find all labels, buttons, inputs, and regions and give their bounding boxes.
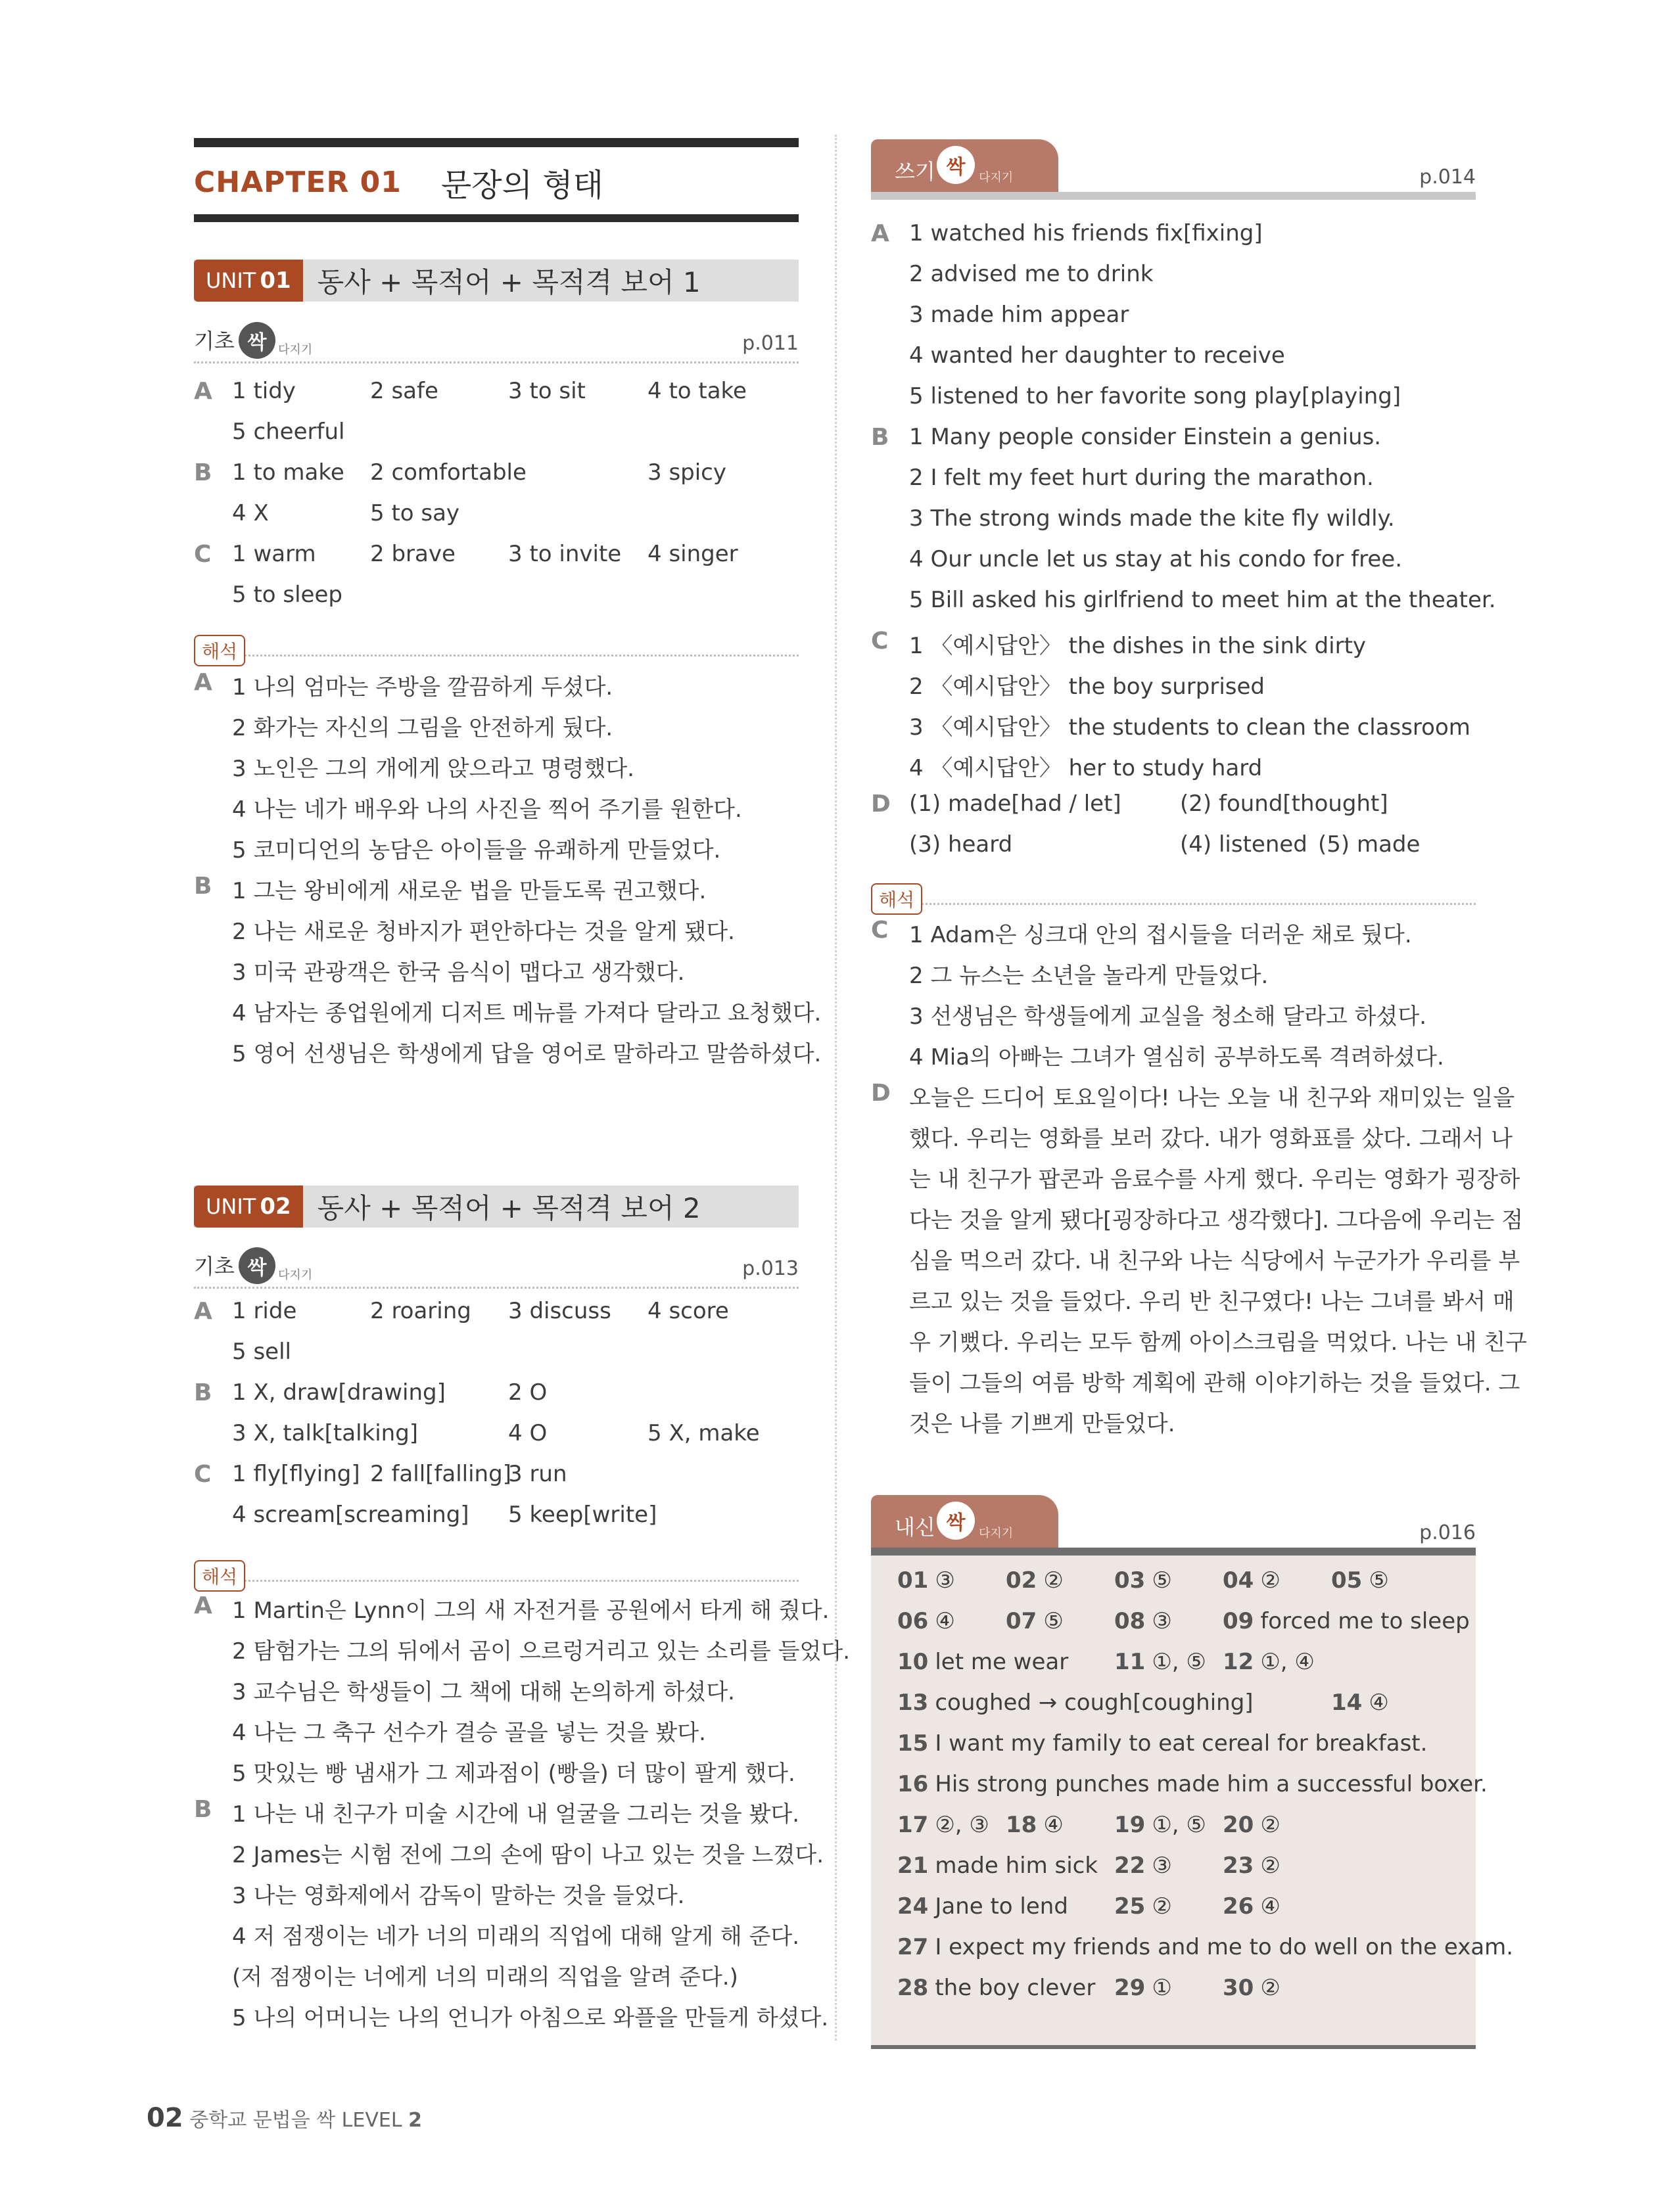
question-answer: ③ bbox=[1152, 1853, 1172, 1879]
naesin-tab bbox=[871, 1495, 1058, 1548]
question-answer: ③ bbox=[935, 1567, 955, 1594]
naesin-item bbox=[1223, 1853, 1281, 1879]
answer-item: 1 watched his friends fix[fixing] bbox=[909, 220, 1263, 246]
answer-item: 4 scream[screaming] bbox=[232, 1502, 469, 1528]
answer-item: 3 run bbox=[508, 1461, 567, 1487]
paragraph-text: 르고 있는 것을 들었다. 우리 반 친구였다! 나는 그녀를 봐서 매 bbox=[909, 1289, 1515, 1315]
section-letter: D bbox=[871, 791, 891, 818]
question-number: 17 bbox=[897, 1812, 929, 1838]
answer-item: 2 brave bbox=[370, 541, 456, 567]
answer-item: 4 저 점쟁이는 네가 너의 미래의 직업에 대해 알게 해 준다. bbox=[232, 1924, 800, 1950]
chapter-bottom-rule bbox=[194, 214, 799, 222]
question-number: 13 bbox=[897, 1690, 929, 1716]
question-answer: ② bbox=[1260, 1853, 1281, 1879]
question-number: 01 bbox=[897, 1567, 929, 1594]
writing-tab bbox=[871, 139, 1058, 192]
naesin-item bbox=[897, 1853, 1098, 1879]
answer-item: 2 탐험가는 그의 뒤에서 곰이 으르렁거리고 있는 소리를 들었다. bbox=[232, 1638, 850, 1665]
paragraph-text: 것은 나를 기쁘게 만들었다. bbox=[909, 1411, 1175, 1437]
question-number: 15 bbox=[897, 1730, 929, 1757]
ssak-badge: 싹 bbox=[937, 1502, 975, 1540]
question-number: 18 bbox=[1006, 1812, 1037, 1838]
answer-item: 4 score bbox=[647, 1298, 729, 1324]
answer-item: 5 sell bbox=[232, 1339, 291, 1365]
question-number: 29 bbox=[1114, 1975, 1146, 2001]
question-answer: ④ bbox=[1260, 1893, 1281, 1920]
answer-item: 1 to make bbox=[232, 459, 344, 486]
haeseok-badge: 해석 bbox=[194, 635, 245, 666]
naesin-item bbox=[1006, 1812, 1064, 1838]
answer-item: 1 fly[flying] bbox=[232, 1461, 360, 1487]
naesin-item bbox=[1223, 1812, 1281, 1838]
answer-item: 1 Many people consider Einstein a genius. bbox=[909, 424, 1382, 450]
question-number: 07 bbox=[1006, 1608, 1037, 1634]
ssak-badge: 싹 bbox=[239, 1247, 275, 1284]
question-number: 16 bbox=[897, 1771, 929, 1797]
answer-item: 2 〈예시답안〉 the boy surprised bbox=[909, 674, 1265, 700]
answer-item: (3) heard bbox=[909, 831, 1013, 858]
section-letter: B bbox=[194, 1379, 212, 1406]
page-number: 02 bbox=[147, 2103, 183, 2133]
page-ref: p.011 bbox=[742, 332, 799, 355]
unit-02-header bbox=[194, 1186, 799, 1228]
naesin-item bbox=[1331, 1567, 1389, 1594]
section-letter: B bbox=[194, 1796, 212, 1823]
question-number: 25 bbox=[1114, 1893, 1146, 1920]
question-number: 08 bbox=[1114, 1608, 1146, 1634]
answer-item: 3 X, talk[talking] bbox=[232, 1420, 419, 1446]
answer-item: (1) made[had / let] bbox=[909, 791, 1121, 817]
question-answer: I want my family to eat cereal for breakfast. bbox=[935, 1730, 1428, 1757]
naesin-item bbox=[1223, 1608, 1470, 1634]
ssak-subtext: 다지기 bbox=[278, 1268, 313, 1282]
naesin-item bbox=[1006, 1567, 1064, 1594]
writing-header-rule bbox=[871, 192, 1476, 200]
answer-item: 4 to take bbox=[647, 378, 747, 404]
ssak-badge: 싹 bbox=[937, 146, 975, 184]
question-number: 20 bbox=[1223, 1812, 1254, 1838]
answer-item: (저 점쟁이는 너에게 너의 미래의 직업을 알려 준다.) bbox=[232, 1964, 738, 1991]
footer-book-title: 중학교 문법을 싹 LEVEL bbox=[189, 2109, 402, 2132]
question-answer: Jane to lend bbox=[935, 1893, 1068, 1920]
naesin-item bbox=[1223, 1649, 1315, 1675]
page-ref: p.013 bbox=[742, 1257, 799, 1280]
unit-badge: UNIT 01 bbox=[194, 260, 303, 302]
question-number: 21 bbox=[897, 1853, 929, 1879]
question-answer: made him sick bbox=[935, 1853, 1098, 1879]
chapter-header bbox=[194, 159, 603, 205]
question-number: 22 bbox=[1114, 1853, 1146, 1879]
answer-item: 4 X bbox=[232, 500, 269, 526]
naesin-item bbox=[1114, 1853, 1172, 1879]
footer-level: 2 bbox=[408, 2109, 422, 2132]
naesin-item bbox=[897, 1934, 1513, 1960]
page-footer bbox=[147, 2103, 422, 2133]
answer-item: 3 노인은 그의 개에게 앉으라고 명령했다. bbox=[232, 756, 634, 782]
naesin-item bbox=[897, 1812, 989, 1838]
section-letter: A bbox=[871, 220, 889, 247]
kichu-label: 기초 bbox=[194, 329, 235, 354]
answer-item: 3 The strong winds made the kite fly wildly. bbox=[909, 505, 1395, 532]
ssak-subtext: 다지기 bbox=[278, 343, 313, 357]
answer-item: 2 fall[falling] bbox=[370, 1461, 511, 1487]
answer-item: 4 wanted her daughter to receive bbox=[909, 342, 1285, 369]
question-answer: ④ bbox=[1369, 1690, 1389, 1716]
naesin-item bbox=[897, 1975, 1095, 2001]
question-answer: let me wear bbox=[935, 1649, 1069, 1675]
section-letter: A bbox=[194, 1298, 212, 1325]
answer-item: 3 to invite bbox=[508, 541, 622, 567]
naesin-item bbox=[897, 1893, 1068, 1920]
answer-item: 3 나는 영화제에서 감독이 말하는 것을 들었다. bbox=[232, 1883, 685, 1909]
naesin-item bbox=[1006, 1608, 1064, 1634]
answer-item: 5 cheerful bbox=[232, 419, 345, 445]
answer-item: 5 코미디언의 농담은 아이들을 유쾌하게 만들었다. bbox=[232, 837, 721, 864]
answer-item: 5 영어 선생님은 학생에게 답을 영어로 말하라고 말씀하셨다. bbox=[232, 1041, 822, 1067]
answer-item: 3 선생님은 학생들에게 교실을 청소해 달라고 하셨다. bbox=[909, 1003, 1427, 1030]
answer-item: 3 〈예시답안〉 the students to clean the classroom bbox=[909, 714, 1470, 741]
unit-02-haeseok-line bbox=[194, 1551, 799, 1588]
chapter-label: CHAPTER 01 bbox=[194, 165, 402, 199]
answer-item: 4 singer bbox=[647, 541, 738, 567]
naesin-header bbox=[871, 1495, 1476, 1548]
question-answer: ② bbox=[1043, 1567, 1064, 1594]
naesin-item bbox=[897, 1771, 1488, 1797]
answer-item: 1 그는 왕비에게 새로운 법을 만들도록 권고했다. bbox=[232, 878, 707, 904]
naesin-item bbox=[1114, 1893, 1172, 1920]
question-answer: ④ bbox=[935, 1608, 955, 1634]
paragraph-text: 다는 것을 알게 됐다[굉장하다고 생각했다]. 그다음에 우리는 점 bbox=[909, 1207, 1524, 1233]
question-answer: ② bbox=[1152, 1893, 1172, 1920]
question-answer: the boy clever bbox=[935, 1975, 1096, 2001]
answer-item: 5 맛있는 빵 냄새가 그 제과점이 (빵을) 더 많이 팔게 했다. bbox=[232, 1761, 795, 1787]
chapter-top-rule bbox=[194, 138, 799, 147]
question-answer: ②, ③ bbox=[935, 1812, 989, 1838]
answer-item: 2 James는 시험 전에 그의 손에 땀이 나고 있는 것을 느꼈다. bbox=[232, 1842, 824, 1868]
section-letter: A bbox=[194, 1592, 212, 1619]
question-number: 06 bbox=[897, 1608, 929, 1634]
answer-item: 2 advised me to drink bbox=[909, 261, 1154, 287]
paragraph-text: 들이 그들의 여름 방학 계획에 관해 이야기하는 것을 들었다. 그 bbox=[909, 1370, 1520, 1396]
answer-item: 2 화가는 자신의 그림을 안전하게 뒀다. bbox=[232, 715, 613, 741]
answer-item: 3 미국 관광객은 한국 음식이 맵다고 생각했다. bbox=[232, 959, 685, 986]
question-answer: coughed → cough[coughing] bbox=[935, 1690, 1254, 1716]
section-letter: B bbox=[871, 424, 889, 451]
unit-01-ssak-line bbox=[194, 322, 799, 363]
naesin-item bbox=[1114, 1649, 1206, 1675]
answer-item: 2 그 뉴스는 소년을 놀라게 만들었다. bbox=[909, 963, 1269, 989]
answer-item: 2 comfortable bbox=[370, 459, 527, 486]
question-answer: ⑤ bbox=[1152, 1567, 1172, 1594]
answer-item: 1 warm bbox=[232, 541, 316, 567]
answer-item: 2 roaring bbox=[370, 1298, 471, 1324]
naesin-item bbox=[1331, 1690, 1389, 1716]
answer-item: 2 safe bbox=[370, 378, 438, 404]
question-number: 05 bbox=[1331, 1567, 1363, 1594]
naesin-answer-box bbox=[871, 1555, 1514, 2049]
section-letter: A bbox=[194, 378, 212, 405]
naesin-item bbox=[1114, 1608, 1172, 1634]
question-number: 14 bbox=[1331, 1690, 1363, 1716]
naesin-item bbox=[897, 1730, 1427, 1757]
naesin-item bbox=[897, 1608, 955, 1634]
question-number: 23 bbox=[1223, 1853, 1254, 1879]
naesin-item bbox=[897, 1567, 955, 1594]
answer-item: 5 to say bbox=[370, 500, 460, 526]
naesin-label: 내신 bbox=[895, 1515, 935, 1540]
paragraph-text: 우 기뻤다. 우리는 모두 함께 아이스크림을 먹었다. 나는 내 친구 bbox=[909, 1329, 1527, 1356]
question-number: 26 bbox=[1223, 1893, 1254, 1920]
question-number: 12 bbox=[1223, 1649, 1254, 1675]
answer-item: 4 Mia의 아빠는 그녀가 열심히 공부하도록 격려하셨다. bbox=[909, 1044, 1444, 1071]
naesin-item bbox=[1114, 1567, 1172, 1594]
answer-item: 1 ride bbox=[232, 1298, 297, 1324]
naesin-item bbox=[1114, 1812, 1206, 1838]
answer-item: 1 tidy bbox=[232, 378, 296, 404]
question-answer: His strong punches made him a successful boxer. bbox=[935, 1771, 1488, 1797]
answer-item: 5 X, make bbox=[647, 1420, 760, 1446]
answer-item: 3 교수님은 학생들이 그 책에 대해 논의하게 하셨다. bbox=[232, 1679, 735, 1705]
naesin-item bbox=[897, 1649, 1068, 1675]
section-letter: B bbox=[194, 459, 212, 486]
column-divider bbox=[835, 135, 837, 2040]
question-number: 02 bbox=[1006, 1567, 1037, 1594]
paragraph-text: 오늘은 드디어 토요일이다! 나는 오늘 내 친구와 재미있는 일을 bbox=[909, 1085, 1515, 1111]
page-ref: p.016 bbox=[1419, 1521, 1476, 1544]
question-answer: ①, ⑤ bbox=[1152, 1812, 1206, 1838]
answer-item: 1 Adam은 싱크대 안의 접시들을 더러운 채로 뒀다. bbox=[909, 922, 1412, 948]
chapter-name: 문장의 형태 bbox=[440, 166, 604, 204]
question-number: 11 bbox=[1114, 1649, 1146, 1675]
answer-item: 4 O bbox=[508, 1420, 548, 1446]
question-answer: ⑤ bbox=[1043, 1608, 1064, 1634]
answer-item: 1 나는 내 친구가 미술 시간에 내 얼굴을 그리는 것을 봤다. bbox=[232, 1801, 800, 1828]
ssak-subtext: 다지기 bbox=[979, 1527, 1014, 1540]
naesin-item bbox=[897, 1690, 1254, 1716]
question-number: 10 bbox=[897, 1649, 929, 1675]
answer-item: 3 discuss bbox=[508, 1298, 611, 1324]
section-letter: C bbox=[194, 1461, 212, 1488]
answer-item: 4 Our uncle let us stay at his condo for free. bbox=[909, 546, 1403, 572]
section-letter: C bbox=[194, 541, 212, 568]
answer-item: (2) found[thought] bbox=[1180, 791, 1388, 817]
unit-02-ssak-line bbox=[194, 1247, 799, 1289]
answer-item: 5 나의 어머니는 나의 언니가 아침으로 와플을 만들게 하셨다. bbox=[232, 2005, 829, 2031]
question-answer: ② bbox=[1260, 1812, 1281, 1838]
question-number: 03 bbox=[1114, 1567, 1146, 1594]
section-letter: C bbox=[871, 628, 889, 655]
question-answer: ①, ⑤ bbox=[1152, 1649, 1206, 1675]
answer-item: 3 spicy bbox=[647, 459, 726, 486]
question-answer: ① bbox=[1152, 1975, 1172, 2001]
answer-item: 4 나는 그 축구 선수가 결승 골을 넣는 것을 봤다. bbox=[232, 1720, 706, 1746]
naesin-item bbox=[1223, 1975, 1281, 2001]
answer-item: 1 나의 엄마는 주방을 깔끔하게 두셨다. bbox=[232, 674, 613, 701]
question-number: 09 bbox=[1223, 1608, 1254, 1634]
writing-label: 쓰기 bbox=[895, 159, 935, 184]
unit-title: 동사 + 목적어 + 목적격 보어 2 bbox=[317, 1192, 701, 1224]
answer-item: 4 남자는 종업원에게 디저트 메뉴를 가져다 달라고 요청했다. bbox=[232, 1000, 822, 1026]
naesin-item bbox=[1223, 1893, 1281, 1920]
question-number: 28 bbox=[897, 1975, 929, 2001]
answer-item: 1 Martin은 Lynn이 그의 새 자전거를 공원에서 타게 해 줬다. bbox=[232, 1598, 830, 1624]
answer-item: 2 O bbox=[508, 1379, 548, 1406]
haeseok-badge: 해석 bbox=[871, 883, 922, 915]
unit-01-header bbox=[194, 260, 799, 302]
question-number: 04 bbox=[1223, 1567, 1254, 1594]
question-answer: forced me to sleep bbox=[1260, 1608, 1470, 1634]
paragraph-text: 했다. 우리는 영화를 보러 갔다. 내가 영화표를 샀다. 그래서 나 bbox=[909, 1126, 1513, 1152]
writing-haeseok-line bbox=[871, 874, 1476, 911]
section-letter: A bbox=[194, 669, 212, 696]
section-letter: B bbox=[194, 873, 212, 900]
page-ref: p.014 bbox=[1419, 166, 1476, 189]
answer-item: (5) made bbox=[1318, 831, 1421, 858]
question-number: 24 bbox=[897, 1893, 929, 1920]
unit-01-haeseok-line bbox=[194, 626, 799, 662]
section-letter: C bbox=[871, 917, 889, 944]
answer-item: 4 〈예시답안〉 her to study hard bbox=[909, 755, 1263, 781]
answer-item: 5 Bill asked his girlfriend to meet him at the theater. bbox=[909, 587, 1496, 613]
answer-item: 5 to sleep bbox=[232, 582, 342, 608]
answer-item: 3 made him appear bbox=[909, 302, 1129, 328]
unit-badge: UNIT 02 bbox=[194, 1186, 303, 1228]
question-number: 30 bbox=[1223, 1975, 1254, 2001]
naesin-item bbox=[1114, 1975, 1172, 2001]
answer-item: 1 〈예시답안〉 the dishes in the sink dirty bbox=[909, 633, 1367, 659]
question-answer: ①, ④ bbox=[1260, 1649, 1315, 1675]
answer-item: 2 I felt my feet hurt during the marathon. bbox=[909, 465, 1374, 491]
answer-item: 3 to sit bbox=[508, 378, 586, 404]
ssak-subtext: 다지기 bbox=[979, 171, 1014, 185]
answer-item: 1 X, draw[drawing] bbox=[232, 1379, 446, 1406]
kichu-label: 기초 bbox=[194, 1254, 235, 1279]
paragraph-text: 심을 먹으러 갔다. 내 친구와 나는 식당에서 누군가가 우리를 부 bbox=[909, 1248, 1520, 1274]
question-answer: I expect my friends and me to do well on the exam. bbox=[935, 1934, 1514, 1960]
question-answer: ② bbox=[1260, 1567, 1281, 1594]
answer-item: 2 나는 새로운 청바지가 편안하다는 것을 알게 됐다. bbox=[232, 919, 735, 945]
question-number: 19 bbox=[1114, 1812, 1146, 1838]
paragraph-text: 는 내 친구가 팝콘과 음료수를 사게 했다. 우리는 영화가 굉장하 bbox=[909, 1166, 1520, 1193]
question-number: 27 bbox=[897, 1934, 929, 1960]
haeseok-badge: 해석 bbox=[194, 1560, 245, 1592]
answer-item: 5 listened to her favorite song play[playing] bbox=[909, 383, 1401, 409]
naesin-item bbox=[1223, 1567, 1281, 1594]
writing-header bbox=[871, 139, 1476, 192]
section-letter: D bbox=[871, 1080, 891, 1107]
naesin-header-rule bbox=[871, 1548, 1476, 1555]
answer-item: 4 나는 네가 배우와 나의 사진을 찍어 주기를 원한다. bbox=[232, 796, 742, 823]
question-answer: ④ bbox=[1043, 1812, 1064, 1838]
answer-item: 5 keep[write] bbox=[508, 1502, 657, 1528]
question-answer: ③ bbox=[1152, 1608, 1172, 1634]
answer-item: (4) listened bbox=[1180, 831, 1307, 858]
question-answer: ② bbox=[1260, 1975, 1281, 2001]
unit-title: 동사 + 목적어 + 목적격 보어 1 bbox=[317, 266, 701, 298]
question-answer: ⑤ bbox=[1369, 1567, 1389, 1594]
ssak-badge: 싹 bbox=[239, 322, 275, 359]
